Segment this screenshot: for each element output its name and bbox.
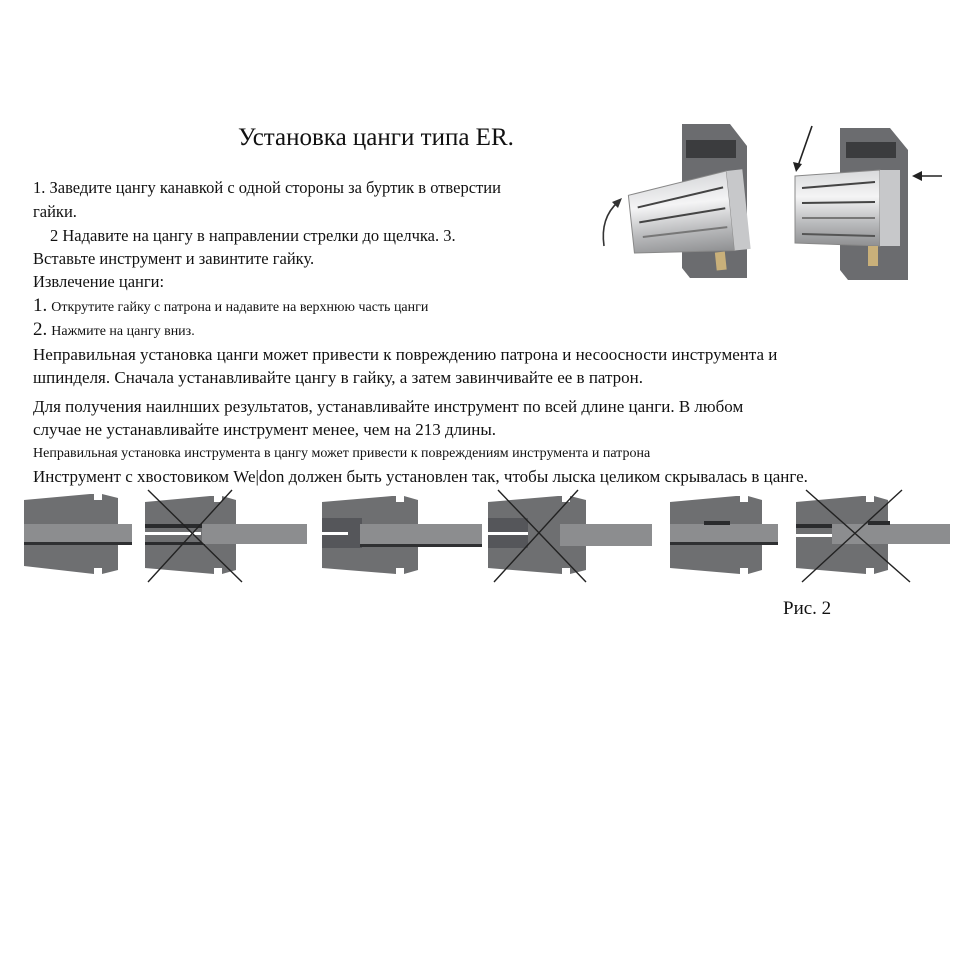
- rotate-arrow-icon: [603, 202, 618, 246]
- removal-step-2-num: 2.: [33, 319, 48, 340]
- removal-step-2-text: Нажмите на цангу вниз.: [51, 324, 195, 339]
- removal-step-1: [33, 295, 428, 317]
- warning-1-line1: Неправильная установка цанги может привести к повреждению патрона и несоосности инструмента и: [33, 345, 778, 364]
- warning-3: Неправильная установка инструмента в цангу может привести к повреждениям инструмента и патрона: [33, 446, 651, 461]
- removal-step-2: [33, 319, 195, 341]
- figure-caption: Рис. 2: [783, 598, 832, 619]
- install-step-1-line1: 1. Заведите цангу канавкой с одной стороны за буртик в отверстии: [33, 178, 501, 197]
- panel-deep-insertion-icon: [322, 496, 482, 574]
- warning-2-line1: Для получения наилнших результатов, устанавливайте инструмент по всей длине цанги. В любом: [33, 397, 744, 416]
- page-title: Установка цанги типа ER.: [238, 124, 514, 151]
- warning-2-line2: случае не устанавливайте инструмент менее, чем на 213 длины.: [33, 420, 496, 439]
- install-step-1-line2: гайки.: [33, 202, 77, 221]
- panel-deep-short-insertion-icon: [488, 490, 652, 582]
- tool-insertion-diagrams: [20, 488, 950, 588]
- collet-insertion-illustration: [590, 118, 960, 293]
- warning-1-line2: шпинделя. Сначала устанавливайте цангу в гайку, а затем завинчивайте ее в патрон.: [33, 368, 644, 387]
- panel-full-insertion-icon: [24, 494, 132, 574]
- install-step-2: 2 Надавите на цангу в направлении стрелки до щелчка. 3.: [50, 226, 456, 245]
- warning-4: Инструмент с хвостовиком We|don должен быть установлен так, чтобы лыска целиком скрывалась в цанге.: [33, 467, 808, 486]
- removal-step-1-num: 1.: [33, 295, 48, 316]
- panel-weldon-exposed-icon: [796, 490, 950, 582]
- panel-weldon-hidden-icon: [670, 496, 778, 574]
- panel-short-insertion-icon: [145, 490, 307, 582]
- removal-heading: Извлечение цанги:: [33, 272, 165, 291]
- removal-step-1-text: Открутите гайку с патрона и надавите на верхнюю часть цанги: [51, 300, 429, 315]
- push-arrow-icon: [798, 126, 812, 166]
- install-step-3: Вставьте инструмент и завинтите гайку.: [33, 249, 315, 268]
